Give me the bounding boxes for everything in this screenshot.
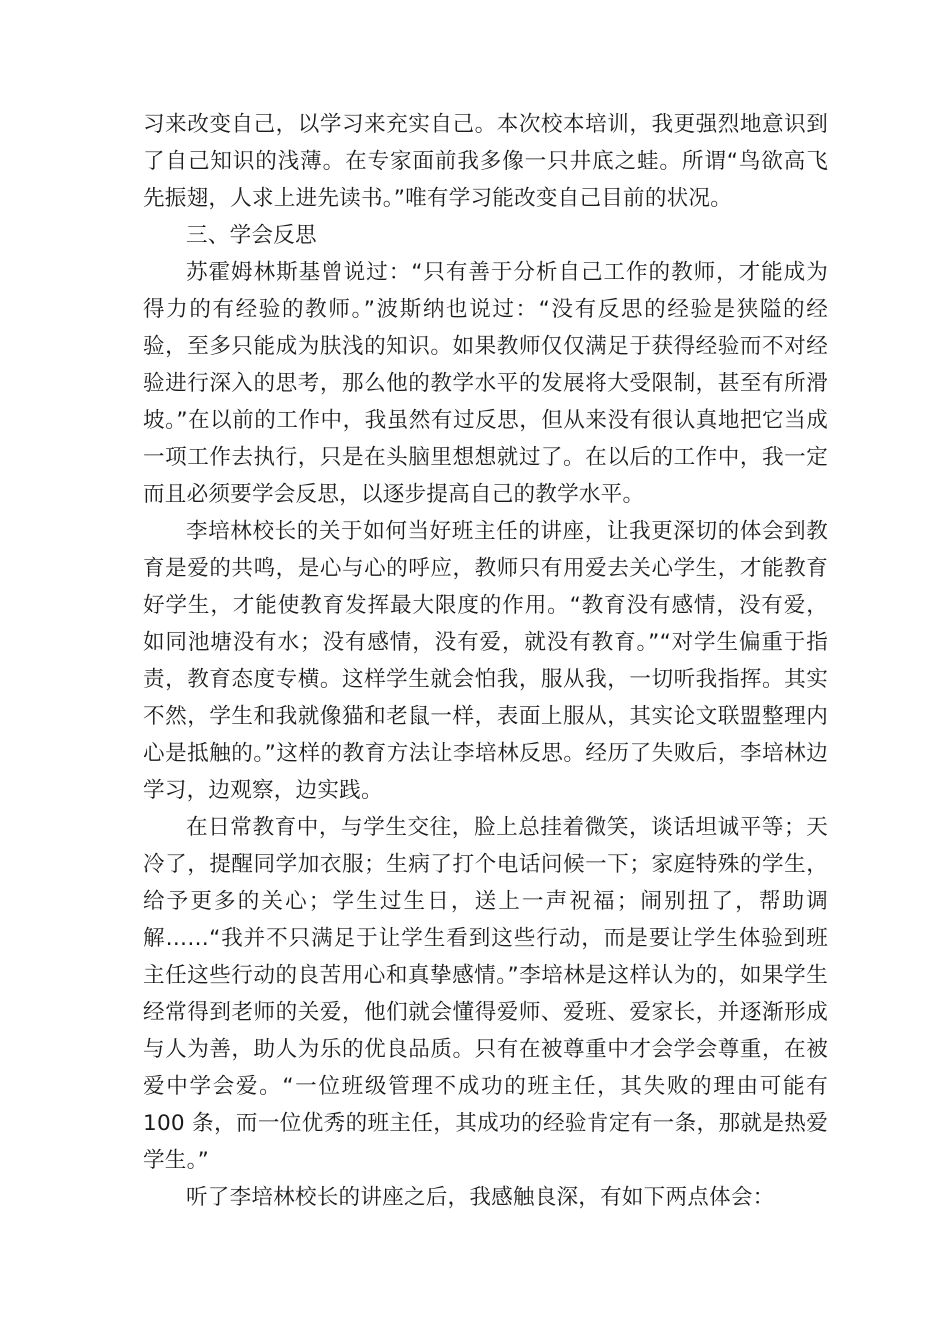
document-body xyxy=(143,106,828,1216)
paragraph-impressions: 听了李培林校长的讲座之后，我感触良深，有如下两点体会： xyxy=(186,1185,775,1210)
paragraph-lecture: 李培林校长的关于如何当好班主任的讲座，让我更深切的体会到教育是爱的共鸣，是心与心的呼应，教师只有用爱去关心学生，才能教育好学生，才能使教育发挥最大限度的作用。“教育没有感情，没有爱，如同池塘没有水；没有感情，没有爱，就没有教育。”“对学生偏重于指责，教育态度专横。这样学生就会怕我，服从我，一切听我指挥。其实不然，学生和我就像猫和老鼠一样，表面上服从，其实论文联盟整理内心是抵触的。”这样的教育方法让李培林反思。经历了失败后，李培林边学习，边观察，边实践。 xyxy=(143,519,828,803)
section-heading-reflection: 三、学会反思 xyxy=(186,223,317,248)
paragraph-continued: 习来改变自己，以学习来充实自己。本次校本培训，我更强烈地意识到了自己知识的浅薄。在专家面前我多像一只井底之蛙。所谓“鸟欲高飞先振翅，人求上进先读书。”唯有学习能改变自己目前的状况。 xyxy=(143,112,828,211)
paragraph-reflection-quote: 苏霍姆林斯基曾说过：“只有善于分析自己工作的教师，才能成为得力的有经验的教师。”波斯纳也说过：“没有反思的经验是狭隘的经验，至多只能成为肤浅的知识。如果教师仅仅满足于获得经验而不对经验进行深入的思考，那么他的教学水平的发展将大受限制，甚至有所滑坡。”在以前的工作中，我虽然有过反思，但从来没有很认真地把它当成一项工作去执行，只是在头脑里想想就过了。在以后的工作中，我一定而且必须要学会反思，以逐步提高自己的教学水平。 xyxy=(143,260,828,507)
paragraph-daily-education: 在日常教育中，与学生交往，脸上总挂着微笑，谈话坦诚平等；天冷了，提醒同学加衣服；生病了打个电话问候一下；家庭特殊的学生，给予更多的关心；学生过生日，送上一声祝福；闹别扭了，帮助调解……“我并不只满足于让学生看到这些行动，而是要让学生体验到班主任这些行动的良苦用心和真挚感情。”李培林是这样认为的，如果学生经常得到老师的关爱，他们就会懂得爱师、爱班、爱家长，并逐渐形成与人为善，助人为乐的优良品质。只有在被尊重中才会学会尊重，在被爱中学会爱。“一位班级管理不成功的班主任，其失败的理由可能有 100 条，而一位优秀的班主任，其成功的经验肯定有一条，那就是热爱学生。” xyxy=(143,815,828,1173)
